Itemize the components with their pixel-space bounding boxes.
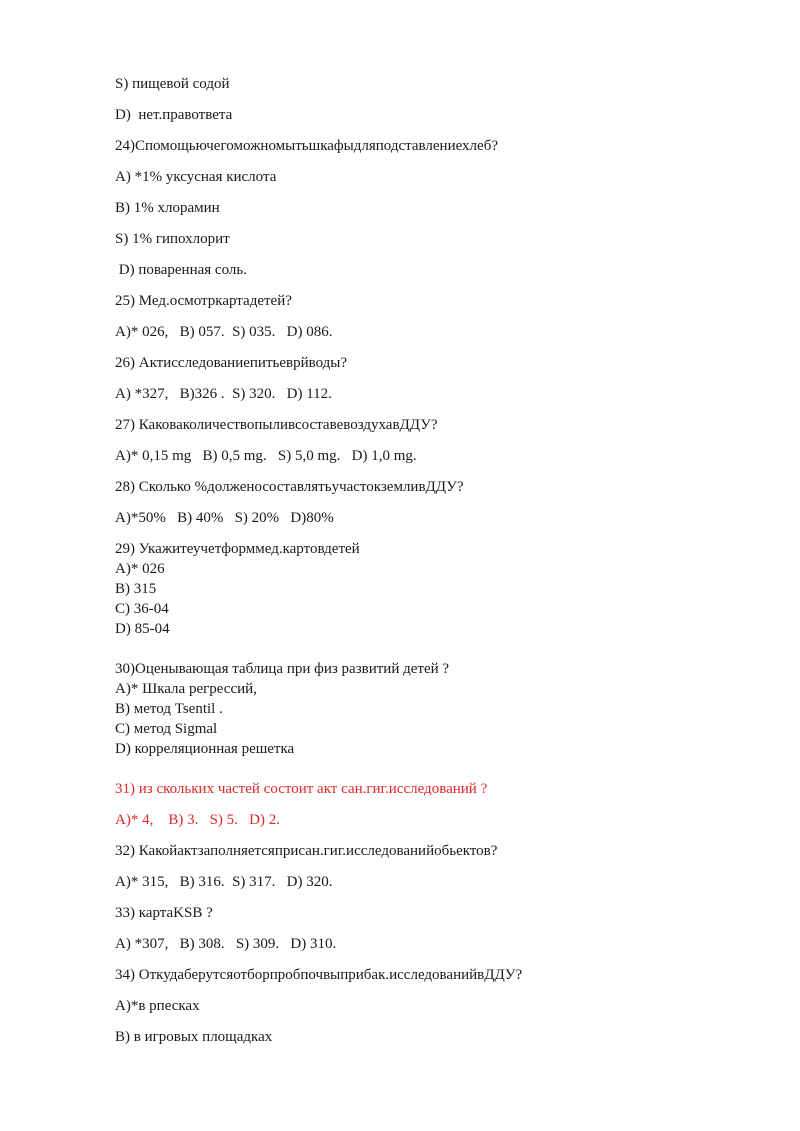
answer-option: D) поваренная соль. [115,262,247,278]
answer-option: B) метод Tsentil . [115,701,223,717]
answer-option: D) нет.правответа [115,107,233,123]
question-32: 32) Какойактзаполняетсяприсан.гиг.исследованийобьектов? [115,843,498,859]
answer-options-27: A)* 0,15 mg B) 0,5 mg. S) 5,0 mg. D) 1,0 mg. [115,448,417,464]
answer-option: C) метод Sigmal [115,721,218,737]
answer-option: B) в игровых площадках [115,1029,273,1045]
question-30: 30)Оценывающая таблица при физ развитий детей ? [115,661,450,677]
answer-options-28: A)*50% B) 40% S) 20% D)80% [115,510,334,526]
answer-option: B) 315 [115,581,157,597]
answer-option: S) пищевой содой [115,76,230,92]
answer-option: A) *1% уксусная кислота [115,169,277,185]
answer-option: D) корреляционная решетка [115,741,295,757]
answer-option: C) 36-04 [115,601,169,617]
answer-options-31-highlighted: A)* 4, B) 3. S) 5. D) 2. [115,812,280,828]
question-31-highlighted: 31) из скольких частей состоит акт сан.гиг.исследований ? [115,781,488,797]
answer-options-26: A) *327, B)326 . S) 320. D) 112. [115,386,332,402]
answer-option: A)* Шкала регрессий, [115,681,257,697]
question-29: 29) Укажитеучетформмед.картовдетей [115,541,360,557]
answer-options-25: A)* 026, B) 057. S) 035. D) 086. [115,324,333,340]
answer-option: S) 1% гипохлорит [115,231,230,247]
question-25: 25) Мед.осмотркартадетей? [115,293,292,309]
question-26: 26) Актисследованиепитьеврйводы? [115,355,348,371]
answer-options-33: A) *307, B) 308. S) 309. D) 310. [115,936,337,952]
question-24: 24)Спомощьючегоможномытьшкафыдляподставлениехлеб? [115,138,498,154]
answer-option: A)* 026 [115,561,165,577]
question-28: 28) Сколько %долженосоставлятьучастокземливДДУ? [115,479,464,495]
answer-option: B) 1% хлорамин [115,200,220,216]
answer-option: A)*в рпесках [115,998,200,1014]
question-27: 27) КаковаколичествопыливсоставевоздухавДДУ? [115,417,438,433]
question-33: 33) картаKSB ? [115,905,213,921]
answer-options-32: A)* 315, B) 316. S) 317. D) 320. [115,874,333,890]
question-34: 34) Откудаберутсяотборпробпочвыприбак.исследованийвДДУ? [115,967,523,983]
answer-option: D) 85-04 [115,621,170,637]
